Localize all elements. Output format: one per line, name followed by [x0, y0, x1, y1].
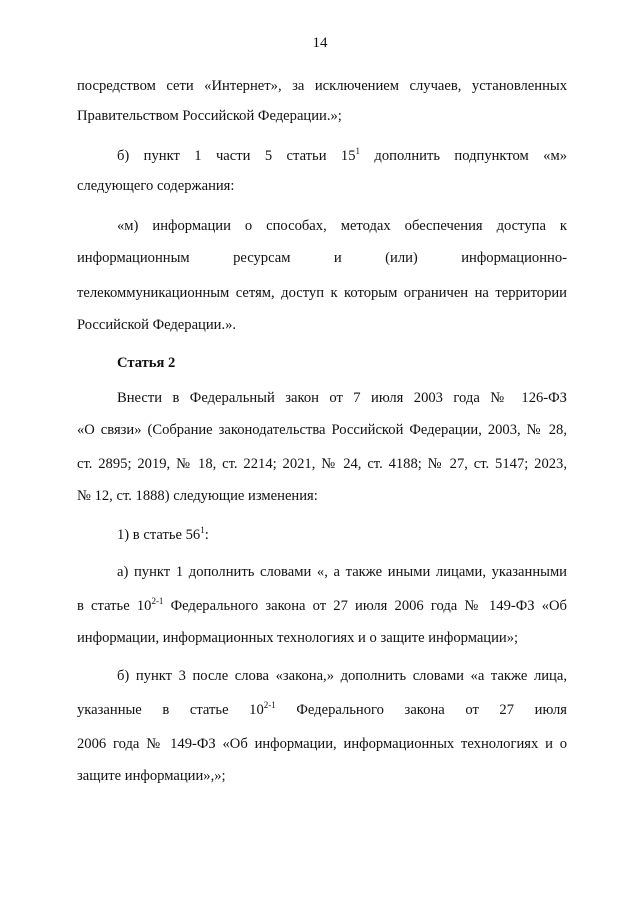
paragraph-line: ст. 2895; 2019, № 18, ст. 2214; 2021, № 24, ст. 4188; № 27, ст. 5147; 2023, — [77, 456, 567, 472]
page-number: 14 — [312, 35, 328, 51]
paragraph-line: «О связи» (Собрание законодательства Российской Федерации, 2003, № 28, — [77, 422, 567, 438]
paragraph-line: Российской Федерации.». — [77, 317, 237, 333]
paragraph-line: информации, информационных технологиях и о защите информации»; — [77, 630, 519, 646]
paragraph-line: б) пункт 3 после слова «закона,» дополнить словами «а также лица, — [117, 668, 567, 684]
superscript: 1 — [355, 146, 361, 156]
paragraph-line: защите информации»,»; — [77, 768, 226, 784]
paragraph-line: информационным ресурсам и (или) информационно- — [77, 250, 567, 266]
paragraph-line: посредством сети «Интернет», за исключением случаев, установленных — [77, 78, 567, 94]
paragraph-line: № 12, ст. 1888) следующие изменения: — [77, 488, 318, 504]
paragraph-line: 1) в статье $56^1$: — [117, 525, 209, 543]
article-heading: Статья 2 — [117, 355, 176, 371]
superscript: 2-1 — [151, 596, 164, 606]
paragraph-line: б) пункт 1 части 5 статьи $15^1$ дополнить подпунктом «м» — [117, 146, 567, 164]
paragraph-line: следующего содержания: — [77, 178, 235, 194]
superscript: 2-1 — [263, 700, 276, 710]
paragraph-line: Внести в Федеральный закон от 7 июля 2003 года № 126-ФЗ — [117, 390, 567, 406]
paragraph-line: 2006 года № 149-ФЗ «Об информации, информационных технологиях и о — [77, 736, 567, 752]
paragraph-line: телекоммуникационным сетям, доступ к которым ограничен на территории — [77, 285, 567, 301]
paragraph-line: а) пункт 1 дополнить словами «, а также иными лицами, указанными — [117, 564, 567, 580]
superscript: 1 — [200, 525, 205, 535]
paragraph-line: в статье 10$^{2-1}$ Федерального закона от 27 июля 2006 года № 149-ФЗ «Об — [77, 596, 567, 614]
paragraph-line: указанные в статье 10$^{2-1}$ Федерального закона от 27 июля — [77, 700, 567, 718]
paragraph-line: «м) информации о способах, методах обеспечения доступа к — [117, 218, 567, 234]
paragraph-line: Правительством Российской Федерации.»; — [77, 108, 342, 124]
